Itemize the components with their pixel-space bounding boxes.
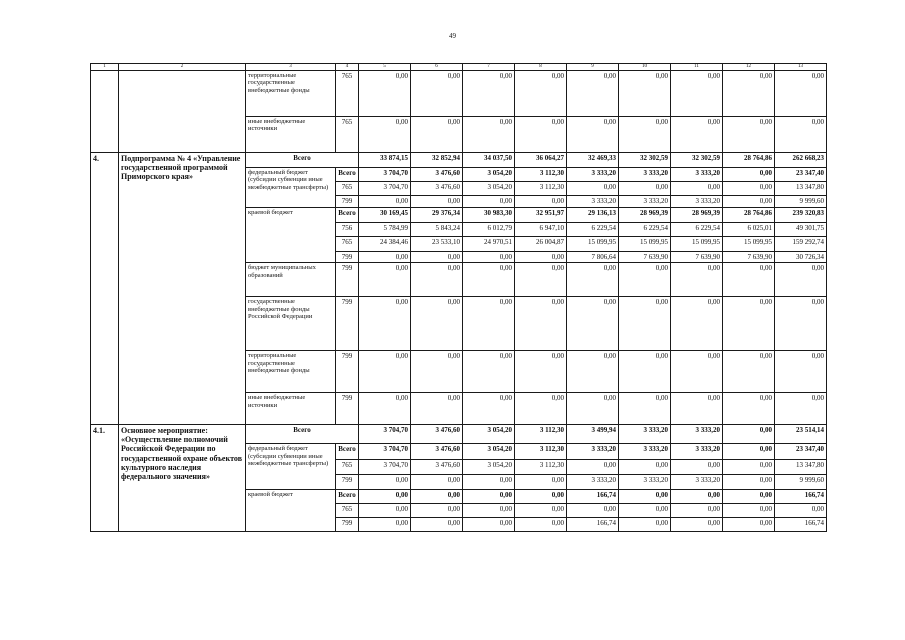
value-cell: 166,74	[775, 518, 827, 532]
value-cell: 0,00	[359, 504, 411, 518]
value-cell: 0,00	[619, 518, 671, 532]
header-cell: 12	[723, 64, 775, 71]
value-cell: 0,00	[619, 297, 671, 351]
value-cell: 28 969,39	[619, 208, 671, 223]
code-cell: 765	[336, 182, 359, 196]
value-cell: 0,00	[515, 117, 567, 153]
source-label: краевой бюджет	[246, 490, 336, 532]
value-cell: 0,00	[463, 518, 515, 532]
value-cell: 7 639,90	[619, 252, 671, 263]
value-cell: 0,00	[567, 297, 619, 351]
value-cell: 7 806,64	[567, 252, 619, 263]
value-cell: 49 301,75	[775, 223, 827, 237]
value-cell: 9 999,60	[775, 475, 827, 490]
value-cell: 0,00	[359, 490, 411, 504]
value-cell: 3 054,20	[463, 182, 515, 196]
value-cell: 3 333,20	[619, 444, 671, 460]
value-cell: 0,00	[515, 490, 567, 504]
value-cell: 0,00	[463, 117, 515, 153]
total-label: Всего	[246, 153, 359, 168]
value-cell: 6 947,10	[515, 223, 567, 237]
value-cell: 0,00	[671, 71, 723, 117]
value-cell: 166,74	[567, 518, 619, 532]
value-cell: 0,00	[463, 504, 515, 518]
value-cell: 0,00	[411, 504, 463, 518]
header-cell: 1	[91, 64, 119, 71]
value-cell: 3 112,30	[515, 444, 567, 460]
value-cell: 0,00	[411, 297, 463, 351]
value-cell: 29 136,13	[567, 208, 619, 223]
value-cell: 6 229,54	[619, 223, 671, 237]
value-cell: 0,00	[359, 351, 411, 393]
value-cell: 0,00	[723, 460, 775, 475]
value-cell: 0,00	[411, 263, 463, 297]
value-cell: 3 112,30	[515, 460, 567, 475]
number-cell	[91, 71, 119, 153]
value-cell: 0,00	[619, 351, 671, 393]
source-label: бюджет муниципальных образований	[246, 263, 336, 297]
value-cell: 0,00	[671, 518, 723, 532]
value-cell: 32 302,59	[619, 153, 671, 168]
code-cell: Всего	[336, 168, 359, 182]
code-cell: 765	[336, 71, 359, 117]
value-cell: 3 333,20	[671, 444, 723, 460]
value-cell: 36 064,27	[515, 153, 567, 168]
value-cell: 3 054,20	[463, 444, 515, 460]
value-cell: 0,00	[723, 425, 775, 444]
value-cell: 3 333,20	[671, 425, 723, 444]
header-cell: 2	[119, 64, 246, 71]
value-cell: 32 852,94	[411, 153, 463, 168]
value-cell: 3 054,20	[463, 168, 515, 182]
value-cell: 3 054,20	[463, 460, 515, 475]
code-cell: Всего	[336, 444, 359, 460]
section-number: 4.	[91, 153, 119, 425]
value-cell: 0,00	[567, 71, 619, 117]
value-cell: 3 704,70	[359, 444, 411, 460]
value-cell: 0,00	[567, 351, 619, 393]
value-cell: 15 099,95	[619, 237, 671, 252]
header-cell: 4	[336, 64, 359, 71]
value-cell: 3 112,30	[515, 425, 567, 444]
value-cell: 0,00	[359, 297, 411, 351]
code-cell: 756	[336, 223, 359, 237]
value-cell: 23 347,40	[775, 168, 827, 182]
value-cell: 0,00	[671, 263, 723, 297]
value-cell: 34 037,50	[463, 153, 515, 168]
value-cell: 33 874,15	[359, 153, 411, 168]
value-cell: 7 639,90	[723, 252, 775, 263]
value-cell: 29 376,34	[411, 208, 463, 223]
table-row	[91, 425, 827, 444]
value-cell: 0,00	[463, 263, 515, 297]
value-cell: 0,00	[359, 252, 411, 263]
value-cell: 0,00	[671, 504, 723, 518]
value-cell: 0,00	[671, 393, 723, 425]
value-cell: 24 384,46	[359, 237, 411, 252]
value-cell: 32 951,97	[515, 208, 567, 223]
value-cell: 0,00	[359, 117, 411, 153]
value-cell: 30 726,34	[775, 252, 827, 263]
value-cell: 0,00	[723, 182, 775, 196]
value-cell: 3 112,30	[515, 182, 567, 196]
source-label: государственные внебюджетные фонды Российской Федерации	[246, 297, 336, 351]
value-cell: 0,00	[567, 460, 619, 475]
value-cell: 26 004,87	[515, 237, 567, 252]
value-cell: 3 333,20	[567, 444, 619, 460]
value-cell: 28 969,39	[671, 208, 723, 223]
value-cell: 0,00	[463, 252, 515, 263]
code-cell: 799	[336, 297, 359, 351]
value-cell: 0,00	[775, 504, 827, 518]
value-cell: 15 099,95	[567, 237, 619, 252]
value-cell: 3 333,20	[671, 475, 723, 490]
value-cell: 23 514,14	[775, 425, 827, 444]
value-cell: 3 333,20	[671, 168, 723, 182]
header-cell: 7	[463, 64, 515, 71]
section-name: Подпрограмма № 4 «Управление государственной программой Приморского края»	[119, 153, 246, 425]
value-cell: 0,00	[411, 475, 463, 490]
code-cell: 765	[336, 460, 359, 475]
value-cell: 0,00	[359, 196, 411, 208]
value-cell: 6 025,01	[723, 223, 775, 237]
value-cell: 0,00	[359, 263, 411, 297]
value-cell: 166,74	[775, 490, 827, 504]
value-cell: 0,00	[723, 297, 775, 351]
value-cell: 0,00	[671, 351, 723, 393]
code-cell: Всего	[336, 490, 359, 504]
value-cell: 159 292,74	[775, 237, 827, 252]
header-cell: 3	[246, 64, 336, 71]
value-cell: 0,00	[411, 490, 463, 504]
value-cell: 3 476,60	[411, 425, 463, 444]
code-cell: 799	[336, 252, 359, 263]
value-cell: 0,00	[411, 252, 463, 263]
value-cell: 0,00	[567, 182, 619, 196]
value-cell: 0,00	[619, 71, 671, 117]
value-cell: 23 347,40	[775, 444, 827, 460]
value-cell: 0,00	[463, 475, 515, 490]
value-cell: 0,00	[411, 351, 463, 393]
value-cell: 0,00	[567, 504, 619, 518]
value-cell: 30 983,30	[463, 208, 515, 223]
table-row	[91, 71, 827, 117]
value-cell: 3 499,94	[567, 425, 619, 444]
value-cell: 0,00	[775, 263, 827, 297]
value-cell: 0,00	[411, 518, 463, 532]
header-cell: 11	[671, 64, 723, 71]
value-cell: 0,00	[463, 351, 515, 393]
budget-table	[90, 63, 827, 532]
value-cell: 3 112,30	[515, 168, 567, 182]
source-label: иные внебюджетные источники	[246, 117, 336, 153]
header-cell: 8	[515, 64, 567, 71]
value-cell: 6 012,79	[463, 223, 515, 237]
value-cell: 3 333,20	[567, 196, 619, 208]
value-cell: 0,00	[463, 490, 515, 504]
section-name: Основное мероприятие: «Осуществление полномочий Российской Федерации по государственной охране объектов культурного наследия федерального значения»	[119, 425, 246, 532]
code-cell: 799	[336, 393, 359, 425]
value-cell: 0,00	[463, 196, 515, 208]
value-cell: 28 764,86	[723, 208, 775, 223]
value-cell: 0,00	[775, 71, 827, 117]
code-cell: 799	[336, 518, 359, 532]
value-cell: 0,00	[723, 168, 775, 182]
value-cell: 0,00	[515, 475, 567, 490]
value-cell: 0,00	[619, 393, 671, 425]
value-cell: 0,00	[775, 393, 827, 425]
value-cell: 0,00	[723, 504, 775, 518]
table-row	[91, 153, 827, 168]
value-cell: 0,00	[359, 71, 411, 117]
code-cell: 799	[336, 475, 359, 490]
source-label: иные внебюджетные источники	[246, 393, 336, 425]
value-cell: 166,74	[567, 490, 619, 504]
header-cell: 10	[619, 64, 671, 71]
source-label: федеральный бюджет (субсидии субвенции иные межбюджетные трансферты)	[246, 444, 336, 490]
value-cell: 0,00	[723, 490, 775, 504]
value-cell: 32 302,59	[671, 153, 723, 168]
value-cell: 0,00	[515, 393, 567, 425]
value-cell: 239 320,83	[775, 208, 827, 223]
value-cell: 0,00	[723, 351, 775, 393]
value-cell: 0,00	[515, 351, 567, 393]
value-cell: 0,00	[411, 196, 463, 208]
value-cell: 0,00	[359, 475, 411, 490]
code-cell: 799	[336, 263, 359, 297]
value-cell: 262 668,23	[775, 153, 827, 168]
value-cell: 0,00	[515, 504, 567, 518]
value-cell: 30 169,45	[359, 208, 411, 223]
value-cell: 0,00	[723, 117, 775, 153]
header-row	[91, 64, 827, 71]
value-cell: 0,00	[723, 71, 775, 117]
header-cell: 13	[775, 64, 827, 71]
value-cell: 0,00	[671, 297, 723, 351]
code-cell: Всего	[336, 208, 359, 223]
value-cell: 3 704,70	[359, 425, 411, 444]
value-cell: 0,00	[671, 460, 723, 475]
value-cell: 3 333,20	[619, 425, 671, 444]
page-number: 49	[449, 32, 456, 40]
value-cell: 0,00	[515, 263, 567, 297]
value-cell: 32 469,33	[567, 153, 619, 168]
value-cell: 3 476,60	[411, 168, 463, 182]
value-cell: 0,00	[567, 263, 619, 297]
name-cell	[119, 71, 246, 153]
source-label: территориальные государственные внебюджетные фонды	[246, 351, 336, 393]
value-cell: 0,00	[463, 71, 515, 117]
value-cell: 0,00	[671, 182, 723, 196]
value-cell: 3 704,70	[359, 182, 411, 196]
value-cell: 0,00	[515, 518, 567, 532]
value-cell: 13 347,80	[775, 182, 827, 196]
value-cell: 0,00	[619, 263, 671, 297]
value-cell: 0,00	[359, 518, 411, 532]
value-cell: 0,00	[411, 71, 463, 117]
value-cell: 0,00	[463, 393, 515, 425]
value-cell: 0,00	[567, 117, 619, 153]
value-cell: 0,00	[515, 297, 567, 351]
total-label: Всего	[246, 425, 359, 444]
value-cell: 0,00	[515, 252, 567, 263]
value-cell: 0,00	[723, 444, 775, 460]
value-cell: 15 099,95	[671, 237, 723, 252]
value-cell: 3 704,70	[359, 168, 411, 182]
value-cell: 0,00	[619, 117, 671, 153]
value-cell: 0,00	[567, 393, 619, 425]
value-cell: 0,00	[411, 117, 463, 153]
value-cell: 7 639,90	[671, 252, 723, 263]
value-cell: 0,00	[619, 490, 671, 504]
value-cell: 3 333,20	[567, 475, 619, 490]
value-cell: 0,00	[723, 518, 775, 532]
header-cell: 5	[359, 64, 411, 71]
value-cell: 3 333,20	[619, 196, 671, 208]
value-cell: 3 333,20	[619, 475, 671, 490]
value-cell: 0,00	[515, 196, 567, 208]
value-cell: 3 476,60	[411, 182, 463, 196]
value-cell: 13 347,80	[775, 460, 827, 475]
value-cell: 9 999,60	[775, 196, 827, 208]
value-cell: 6 229,54	[567, 223, 619, 237]
code-cell: 765	[336, 237, 359, 252]
source-label: краевой бюджет	[246, 208, 336, 263]
value-cell: 0,00	[671, 117, 723, 153]
value-cell: 0,00	[775, 117, 827, 153]
source-label: федеральный бюджет (субсидии субвенции иные межбюджетные трансферты)	[246, 168, 336, 208]
code-cell: 765	[336, 117, 359, 153]
value-cell: 5 843,24	[411, 223, 463, 237]
section-number: 4.1.	[91, 425, 119, 532]
value-cell: 24 970,51	[463, 237, 515, 252]
value-cell: 28 764,86	[723, 153, 775, 168]
value-cell: 0,00	[619, 460, 671, 475]
value-cell: 3 704,70	[359, 460, 411, 475]
header-cell: 6	[411, 64, 463, 71]
value-cell: 3 333,20	[619, 168, 671, 182]
value-cell: 15 099,95	[723, 237, 775, 252]
source-label: территориальные государственные внебюджетные фонды	[246, 71, 336, 117]
value-cell: 0,00	[359, 393, 411, 425]
value-cell: 0,00	[723, 196, 775, 208]
value-cell: 0,00	[775, 297, 827, 351]
value-cell: 3 333,20	[567, 168, 619, 182]
value-cell: 0,00	[619, 504, 671, 518]
code-cell: 799	[336, 351, 359, 393]
value-cell: 0,00	[723, 393, 775, 425]
value-cell: 6 229,54	[671, 223, 723, 237]
value-cell: 0,00	[515, 71, 567, 117]
value-cell: 5 784,99	[359, 223, 411, 237]
value-cell: 0,00	[619, 182, 671, 196]
value-cell: 0,00	[723, 263, 775, 297]
code-cell: 799	[336, 196, 359, 208]
value-cell: 0,00	[723, 475, 775, 490]
value-cell: 0,00	[463, 297, 515, 351]
header-cell: 9	[567, 64, 619, 71]
value-cell: 0,00	[671, 490, 723, 504]
code-cell: 765	[336, 504, 359, 518]
value-cell: 3 476,60	[411, 460, 463, 475]
value-cell: 3 054,20	[463, 425, 515, 444]
value-cell: 0,00	[775, 351, 827, 393]
value-cell: 0,00	[411, 393, 463, 425]
value-cell: 3 333,20	[671, 196, 723, 208]
value-cell: 3 476,60	[411, 444, 463, 460]
value-cell: 23 533,10	[411, 237, 463, 252]
